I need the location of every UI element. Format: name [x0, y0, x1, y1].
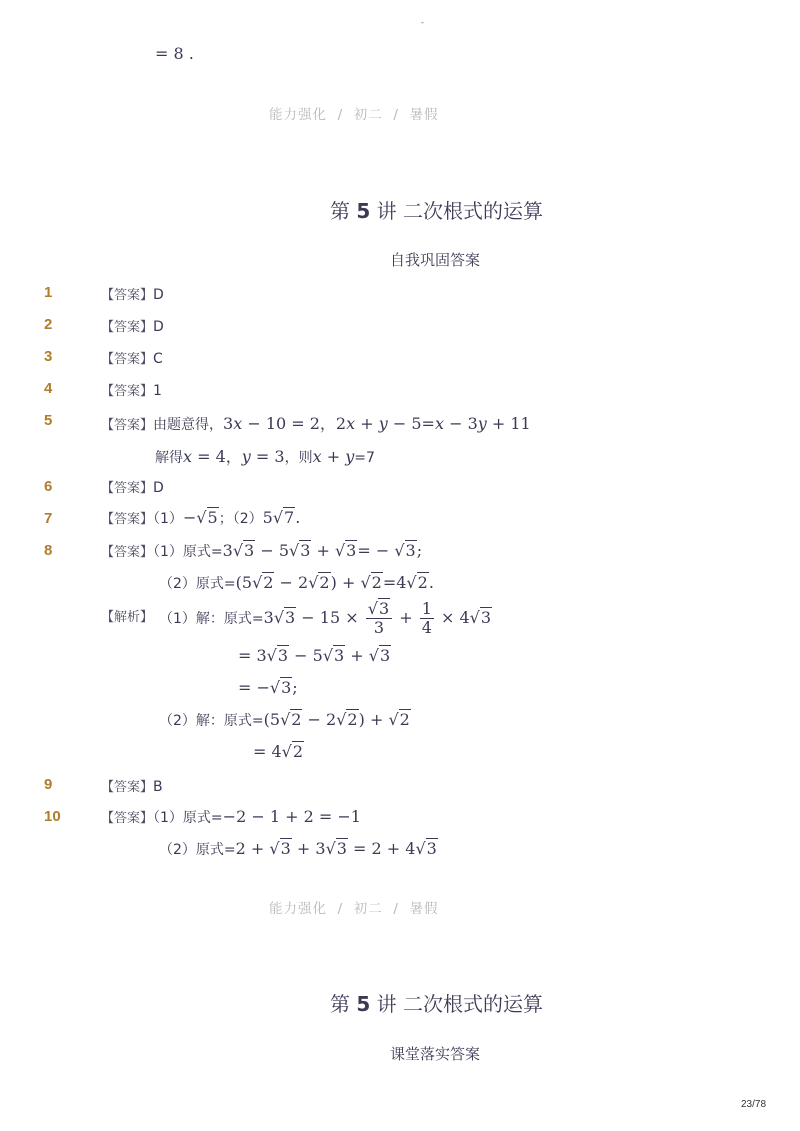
footer-course: 能力强化 — [269, 901, 327, 917]
footer-separator: / — [393, 107, 399, 123]
math-expression: −2 − 1 + 2 = −1 — [222, 807, 361, 826]
question-number: 4 — [44, 380, 53, 397]
answer-text: （1）原式= — [153, 544, 223, 560]
title-text: 讲 二次根式的运算 — [376, 992, 543, 1016]
math-expression: 3√3 − 15 × $\frac{√3}{3}$ + $\frac{1}{4}$ × 4√3 — [263, 599, 492, 637]
answer-tag: 【答案】 — [101, 320, 154, 335]
title-number: 5 — [356, 992, 371, 1016]
section-subtitle: 自我巩固答案 — [390, 251, 481, 269]
answer-value: D — [153, 319, 164, 335]
footer-term: 暑假 — [409, 901, 439, 917]
math-expression: (5√2 − 2√2) + √2 — [263, 710, 410, 729]
answer-tag: 【答案】 — [101, 384, 154, 399]
continued-equation: = 8 . — [155, 44, 194, 63]
answer-line — [101, 807, 361, 827]
answer-text: （1）原式= — [153, 810, 223, 826]
answer-tag: 【答案】 — [101, 288, 154, 303]
analysis-line — [159, 710, 411, 730]
section-subtitle: 课堂落实答案 — [390, 1045, 481, 1063]
answer-tag: 【答案】 — [101, 481, 154, 496]
analysis-text: （2）解：原式= — [159, 713, 264, 729]
answer-value: =7 — [354, 450, 375, 466]
question-number: 10 — [44, 808, 61, 825]
answer-line — [101, 411, 531, 434]
math-expression: = −√3; — [238, 678, 298, 697]
math-expression: = 4√2 — [253, 742, 304, 761]
answer-text: 由题意得， — [153, 417, 224, 433]
page-mark: - — [421, 18, 424, 27]
answer-text: （2）原式= — [159, 842, 236, 858]
question-number: 2 — [44, 316, 53, 333]
answer-text: 解得 — [155, 450, 183, 466]
answer-text: （2） — [232, 511, 263, 527]
answer-value: C — [153, 351, 163, 367]
answer-tag: 【答案】 — [101, 418, 154, 433]
answer-value: 1 — [153, 383, 162, 399]
footer-breadcrumb — [269, 103, 439, 123]
analysis-text: （1）解：原式= — [159, 611, 264, 627]
footer-term: 暑假 — [409, 107, 439, 123]
footer-separator: / — [393, 901, 399, 917]
question-number: 7 — [44, 510, 53, 527]
answer-text: （1） — [153, 511, 183, 527]
page-number: 23/78 — [741, 1099, 767, 1110]
answer-line — [101, 541, 422, 561]
answer-text: （2）原式= — [159, 576, 236, 592]
footer-course: 能力强化 — [269, 107, 327, 123]
math-expression: −√5 — [182, 508, 218, 527]
answer-line — [101, 284, 164, 303]
answer-value: D — [153, 287, 164, 303]
math-expression: (5√2 − 2√2) + √2=4√2. — [235, 573, 434, 592]
answer-line — [159, 839, 438, 859]
math-expression: = 3√3 − 5√3 + √3 — [238, 646, 391, 665]
answer-line: 【答案】（1）−√5；（2）5√7. — [101, 508, 301, 527]
footer-breadcrumb — [269, 897, 439, 917]
answer-tag: 【答案】 — [101, 811, 154, 826]
answer-tag: 【答案】 — [101, 352, 154, 367]
lecture-title — [330, 195, 543, 224]
answer-line — [101, 477, 164, 496]
question-number: 8 — [44, 542, 53, 559]
answer-line — [101, 380, 162, 399]
answer-text: ，则 — [284, 450, 313, 466]
footer-grade: 初二 — [353, 901, 383, 917]
math-expression: 3√3 − 5√3 + √3= − √3; — [222, 541, 423, 560]
question-number: 9 — [44, 776, 53, 793]
title-prefix: 第 — [330, 199, 350, 223]
answer-value: B — [153, 779, 163, 795]
analysis-line — [159, 600, 492, 637]
title-number: 5 — [356, 199, 371, 223]
answer-line — [101, 776, 163, 795]
answer-line — [155, 444, 375, 467]
answer-line — [101, 316, 164, 335]
footer-separator: / — [337, 107, 344, 123]
math-expression: 5√7. — [262, 508, 301, 527]
answer-value: D — [153, 480, 164, 496]
title-prefix: 第 — [330, 992, 350, 1016]
question-number: 3 — [44, 348, 53, 365]
footer-separator: / — [337, 901, 344, 917]
analysis-tag: 【解析】 — [101, 610, 154, 625]
math-expression: x + y — [312, 447, 355, 466]
math-expression: 2 + √3 + 3√3 = 2 + 4√3 — [235, 839, 437, 858]
lecture-title — [330, 988, 543, 1017]
footer-grade: 初二 — [353, 107, 383, 123]
math-expression: 3x − 10 = 2，2x + y − 5=x − 3y + 11 — [223, 414, 531, 433]
answer-line — [101, 348, 163, 367]
answer-line — [159, 573, 434, 593]
answer-tag: 【答案】 — [101, 545, 154, 560]
question-number: 6 — [44, 478, 53, 495]
question-number: 1 — [44, 284, 53, 301]
question-number: 5 — [44, 412, 53, 429]
answer-tag: 【答案】 — [101, 512, 154, 527]
title-text: 讲 二次根式的运算 — [376, 199, 543, 223]
answer-tag: 【答案】 — [101, 780, 154, 795]
math-expression: x = 4，y = 3 — [183, 447, 285, 466]
